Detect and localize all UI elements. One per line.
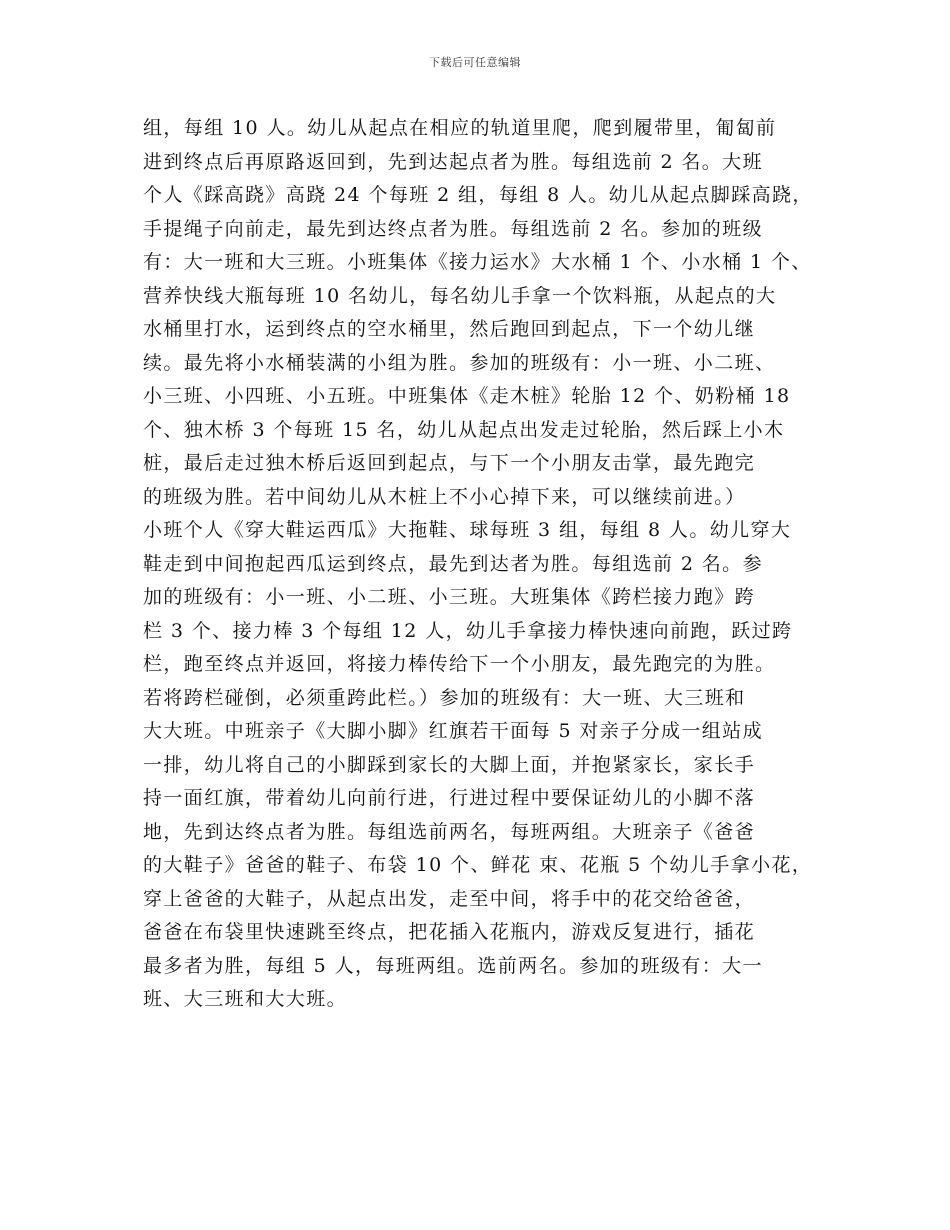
text-line: 进到终点后再原路返回到，先到达起点者为胜。每组选前 2 名。大班 — [143, 150, 763, 173]
document-body — [143, 112, 823, 1017]
text-line: 小三班、小四班、小五班。中班集体《走木桩》轮胎 12 个、奶粉桶 18 — [143, 385, 791, 407]
text-line: 穿上爸爸的大鞋子，从起点出发，走至中间，将手中的花交给爸爸， — [143, 887, 756, 910]
text-line: 手提绳子向前走，最先到达终点者为胜。每组选前 2 名。参加的班级 — [143, 217, 763, 240]
page-header: 下载后可任意编辑 — [429, 56, 521, 69]
text-line: 的班级为胜。若中间幼儿从木桩上不小心掉下来，可以继续前进。） — [143, 485, 746, 508]
text-line: 组，每组 10 人。幼儿从起点在相应的轨道里爬，爬到履带里，匍匐前 — [143, 117, 777, 139]
text-line: 栏 3 个、接力棒 3 个每组 12 人，幼儿手拿接力棒快速向前跑，跃过跨 — [143, 619, 793, 642]
text-line: 桩，最后走过独木桥后返回到起点，与下一个小朋友击掌，最先跑完 — [143, 452, 756, 474]
text-line: 有：大一班和大三班。小班集体《接力运水》大水桶 1 个、小水桶 1 个、 — [143, 251, 812, 273]
text-line: 小班个人《穿大鞋运西瓜》大拖鞋、球每班 3 组，每组 8 人。幼儿穿大 — [143, 519, 792, 541]
text-line: 班、大三班和大大班。 — [143, 988, 348, 1010]
text-line: 续。最先将小水桶装满的小组为胜。参加的班级有：小一班、小二班、 — [143, 351, 776, 374]
text-line: 加的班级有：小一班、小二班、小三班。大班集体《跨栏接力跑》跨 — [143, 586, 756, 608]
text-line: 地，先到达终点者为胜。每组选前两名，每班两组。大班亲子《爸爸 — [143, 820, 756, 843]
text-line: 最多者为胜，每组 5 人，每班两组。选前两名。参加的班级有：大一 — [143, 954, 763, 977]
text-line: 营养快线大瓶每班 10 名幼儿，每名幼儿手拿一个饮料瓶，从起点的大 — [143, 284, 777, 307]
text-line: 大大班。中班亲子《大脚小脚》红旗若干面每 5 对亲子分成一组站成 — [143, 720, 763, 742]
text-line: 爸爸在布袋里快速跳至终点，把花插入花瓶内，游戏反复进行，插花 — [143, 921, 756, 943]
text-line: 个、独木桥 3 个每班 15 名，幼儿从起点出发走过轮胎，然后踩上小木 — [143, 418, 785, 441]
text-line: 一排，幼儿将自己的小脚踩到家长的大脚上面，并抱紧家长，家长手 — [143, 753, 756, 776]
text-line: 持一面红旗，带着幼儿向前行进，行进过程中要保证幼儿的小脚不落 — [143, 787, 756, 809]
text-line: 栏，跑至终点并返回，将接力棒传给下一个小朋友，最先跑完的为胜。 — [143, 653, 776, 675]
text-line: 水桶里打水，运到终点的空水桶里，然后跑回到起点，下一个幼儿继 — [143, 318, 756, 340]
text-line: 若将跨栏碰倒，必须重跨此栏。）参加的班级有：大一班、大三班和 — [143, 686, 746, 709]
text-line: 的大鞋子》爸爸的鞋子、布袋 10 个、鲜花 束、花瓶 5 个幼儿手拿小花， — [143, 854, 813, 876]
text-line: 鞋走到中间抱起西瓜运到终点，最先到达者为胜。每组选前 2 名。参 — [143, 552, 763, 575]
text-line: 个人《踩高跷》高跷 24 个每班 2 组，每组 8 人。幼儿从起点脚踩高跷， — [143, 184, 813, 206]
